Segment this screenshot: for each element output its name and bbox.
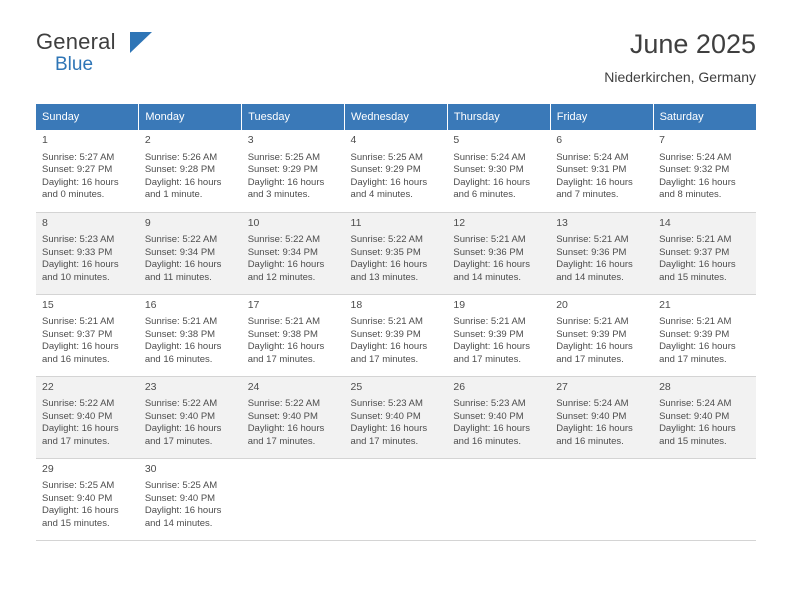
calendar-day-cell[interactable] [550, 212, 653, 294]
day-detail-line: Sunset: 9:34 PM [247, 246, 318, 258]
day-detail-line: Sunrise: 5:22 AM [144, 234, 218, 246]
day-detail-line: Sunrise: 5:22 AM [350, 234, 423, 246]
calendar-week-row [36, 458, 756, 540]
day-detail-line: Sunrise: 5:22 AM [247, 234, 321, 246]
day-detail-line: Sunrise: 5:24 AM [453, 151, 526, 163]
calendar-day-cell[interactable] [345, 376, 448, 458]
day-detail-line: Sunset: 9:40 PM [659, 410, 730, 422]
day-detail-line: Daylight: 16 hours [42, 176, 119, 188]
day-number: 18 [350, 298, 363, 311]
day-detail-line: Sunrise: 5:25 AM [350, 151, 423, 163]
day-detail-line: Sunset: 9:39 PM [453, 328, 524, 340]
day-detail-line: Sunrise: 5:21 AM [350, 316, 423, 328]
day-detail-line: Sunrise: 5:23 AM [453, 398, 526, 410]
calendar-day-cell[interactable] [550, 130, 653, 212]
day-detail-line: and 17 minutes. [659, 353, 727, 365]
day-detail-line: Sunrise: 5:23 AM [350, 398, 423, 410]
day-detail-line: and 17 minutes. [350, 435, 419, 447]
day-detail-line: Daylight: 16 hours [350, 176, 428, 188]
day-detail-line: Sunset: 9:29 PM [247, 164, 318, 176]
day-detail-line: Sunrise: 5:24 AM [659, 151, 732, 163]
day-detail-line: and 3 minutes. [247, 189, 311, 201]
calendar-day-cell[interactable] [139, 294, 242, 376]
calendar-week-row [36, 212, 756, 294]
day-detail-line: and 14 minutes. [556, 271, 624, 283]
day-detail-line: and 17 minutes. [556, 353, 624, 365]
day-detail-line: Sunset: 9:39 PM [556, 328, 627, 340]
day-detail-line: Sunset: 9:38 PM [144, 328, 216, 340]
day-number: 23 [144, 380, 157, 393]
day-detail-line: Sunset: 9:40 PM [247, 410, 318, 422]
page-title: June 2025 [629, 29, 756, 59]
calendar-day-cell[interactable] [139, 376, 242, 458]
day-detail-line: Sunrise: 5:21 AM [556, 234, 629, 246]
day-detail-line: Sunset: 9:40 PM [144, 410, 216, 422]
calendar-day-cell[interactable] [345, 294, 448, 376]
weekday-header-monday: Monday [139, 104, 242, 130]
day-detail-line: and 16 minutes. [144, 353, 213, 365]
calendar-body [36, 130, 756, 540]
day-detail-line: Daylight: 16 hours [247, 176, 325, 188]
day-detail-line: and 16 minutes. [453, 435, 521, 447]
day-detail-line: Daylight: 16 hours [247, 259, 325, 271]
day-detail-line: and 16 minutes. [556, 435, 624, 447]
calendar-day-cell[interactable] [653, 294, 756, 376]
day-number: 30 [144, 462, 157, 475]
day-detail-line: and 4 minutes. [350, 189, 413, 201]
day-detail-line: Sunset: 9:40 PM [42, 410, 113, 422]
calendar-day-cell[interactable] [242, 130, 345, 212]
day-detail-line: Daylight: 16 hours [144, 341, 222, 353]
day-number: 29 [42, 462, 54, 475]
day-detail-line: Sunrise: 5:24 AM [556, 151, 629, 163]
calendar-day-cell[interactable] [36, 376, 139, 458]
weekday-header-thursday: Thursday [447, 104, 550, 130]
calendar-day-cell[interactable] [447, 376, 550, 458]
day-detail-line: and 17 minutes. [42, 435, 110, 447]
day-detail-line: Sunrise: 5:23 AM [42, 234, 115, 246]
day-detail-line: Daylight: 16 hours [42, 259, 119, 271]
day-detail-line: Sunrise: 5:21 AM [453, 316, 526, 328]
day-detail-line: Sunrise: 5:22 AM [144, 398, 218, 410]
day-detail-line: Daylight: 16 hours [247, 423, 325, 435]
day-detail-line: Sunrise: 5:21 AM [144, 316, 218, 328]
calendar-day-cell[interactable] [345, 212, 448, 294]
day-detail-line: Sunset: 9:39 PM [350, 328, 421, 340]
day-detail-line: Sunrise: 5:22 AM [42, 398, 115, 410]
day-number: 21 [659, 298, 671, 311]
day-detail-line: Sunset: 9:37 PM [42, 328, 113, 340]
day-detail-line: Sunset: 9:40 PM [42, 492, 113, 504]
day-detail-line: Sunrise: 5:27 AM [42, 151, 115, 163]
day-detail-line: Sunset: 9:29 PM [350, 164, 421, 176]
day-number: 9 [144, 216, 151, 229]
day-detail-line: and 11 minutes. [144, 271, 212, 283]
day-detail-line: Daylight: 16 hours [556, 176, 633, 188]
day-detail-line: Daylight: 16 hours [42, 341, 119, 353]
day-detail-line: Daylight: 16 hours [144, 176, 222, 188]
day-detail-line: Sunset: 9:35 PM [350, 246, 421, 258]
day-detail-line: Daylight: 16 hours [556, 341, 633, 353]
day-number: 15 [42, 298, 54, 311]
day-detail-line: Sunset: 9:39 PM [659, 328, 730, 340]
day-detail-line: Daylight: 16 hours [556, 259, 633, 271]
calendar-day-cell[interactable] [242, 212, 345, 294]
day-detail-line: Sunset: 9:28 PM [144, 164, 216, 176]
day-detail-line: Sunset: 9:40 PM [144, 492, 216, 504]
day-detail-line: Sunrise: 5:22 AM [247, 398, 321, 410]
page-subtitle: Niederkirchen, Germany [604, 69, 756, 85]
calendar-day-cell[interactable] [550, 376, 653, 458]
weekday-row [36, 104, 756, 130]
triangle-flag-icon [130, 32, 152, 53]
weekday-header-wednesday: Wednesday [345, 104, 448, 130]
day-number: 10 [247, 216, 260, 229]
calendar-day-cell[interactable] [36, 130, 139, 212]
day-detail-line: Daylight: 16 hours [556, 423, 633, 435]
day-detail-line: Daylight: 16 hours [659, 259, 736, 271]
day-detail-line: and 17 minutes. [144, 435, 213, 447]
day-detail-line: and 17 minutes. [453, 353, 521, 365]
day-number: 22 [42, 380, 54, 393]
day-detail-line: Sunrise: 5:24 AM [659, 398, 732, 410]
day-detail-line: Sunset: 9:33 PM [42, 246, 113, 258]
day-detail-line: Daylight: 16 hours [453, 176, 530, 188]
calendar-day-cell[interactable] [653, 376, 756, 458]
day-detail-line: and 10 minutes. [42, 271, 110, 283]
title-block [604, 28, 756, 86]
day-detail-line: Daylight: 16 hours [350, 341, 428, 353]
day-detail-line: and 7 minutes. [556, 189, 619, 201]
calendar-day-cell[interactable] [242, 376, 345, 458]
day-number: 3 [247, 134, 254, 146]
day-number: 28 [659, 380, 671, 393]
day-detail-line: Sunset: 9:40 PM [453, 410, 524, 422]
day-detail-line: Sunset: 9:34 PM [144, 246, 216, 258]
day-detail-line: Daylight: 16 hours [144, 505, 222, 517]
day-number: 25 [350, 380, 363, 393]
calendar-cell-empty [653, 458, 756, 540]
day-detail-line: and 17 minutes. [247, 353, 316, 365]
day-number: 5 [453, 134, 460, 146]
weekday-header-sunday: Sunday [36, 104, 139, 130]
day-detail-line: Daylight: 16 hours [453, 259, 530, 271]
day-number: 7 [659, 134, 665, 146]
calendar-cell-empty [447, 458, 550, 540]
calendar-day-cell[interactable] [447, 294, 550, 376]
day-detail-line: Sunrise: 5:21 AM [247, 316, 321, 328]
calendar-day-cell[interactable] [139, 130, 242, 212]
day-detail-line: Sunrise: 5:25 AM [42, 480, 115, 492]
calendar-day-cell[interactable] [242, 294, 345, 376]
day-detail-line: Daylight: 16 hours [247, 341, 325, 353]
day-detail-line: and 15 minutes. [42, 517, 110, 529]
day-detail-line: Daylight: 16 hours [144, 259, 222, 271]
calendar-day-cell[interactable] [139, 212, 242, 294]
calendar-cell-empty [550, 458, 653, 540]
day-detail-line: Sunrise: 5:21 AM [42, 316, 115, 328]
day-number: 13 [556, 216, 568, 229]
day-number: 11 [350, 216, 362, 229]
day-detail-line: and 17 minutes. [350, 353, 419, 365]
day-number: 12 [453, 216, 466, 229]
logo[interactable] [36, 30, 216, 82]
day-detail-line: and 14 minutes. [453, 271, 521, 283]
day-detail-line: Sunrise: 5:21 AM [659, 316, 732, 328]
page-header [0, 0, 792, 100]
day-number: 24 [247, 380, 260, 393]
day-number: 2 [144, 134, 151, 146]
day-detail-line: and 12 minutes. [247, 271, 316, 283]
day-number: 17 [247, 298, 260, 311]
day-detail-line: Sunrise: 5:21 AM [453, 234, 526, 246]
day-number: 20 [556, 298, 568, 311]
logo-primary-text: General [36, 29, 116, 54]
day-detail-line: and 17 minutes. [247, 435, 316, 447]
calendar-day-cell[interactable] [36, 458, 139, 540]
day-detail-line: Daylight: 16 hours [350, 259, 428, 271]
day-detail-line: Sunset: 9:27 PM [42, 164, 113, 176]
weekday-header-tuesday: Tuesday [242, 104, 345, 130]
day-detail-line: Daylight: 16 hours [453, 341, 530, 353]
day-detail-line: and 15 minutes. [659, 271, 727, 283]
calendar-week-row [36, 376, 756, 458]
day-number: 6 [556, 134, 563, 146]
day-detail-line: Sunrise: 5:26 AM [144, 151, 218, 163]
day-detail-line: and 13 minutes. [350, 271, 419, 283]
day-detail-line: Sunset: 9:37 PM [659, 246, 730, 258]
day-number: 19 [453, 298, 466, 311]
logo-secondary-text: Blue [55, 54, 94, 75]
day-detail-line: Sunset: 9:40 PM [350, 410, 421, 422]
day-detail-line: Sunset: 9:31 PM [556, 164, 627, 176]
day-detail-line: and 1 minute. [144, 189, 203, 201]
day-detail-line: Sunrise: 5:21 AM [556, 316, 629, 328]
day-number: 4 [350, 134, 357, 146]
day-detail-line: and 15 minutes. [659, 435, 727, 447]
day-detail-line: Sunset: 9:36 PM [453, 246, 524, 258]
day-detail-line: Daylight: 16 hours [42, 423, 119, 435]
day-detail-line: Daylight: 16 hours [42, 505, 119, 517]
weekday-header-saturday: Saturday [653, 104, 756, 130]
day-detail-line: Sunset: 9:40 PM [556, 410, 627, 422]
calendar-day-cell[interactable] [345, 130, 448, 212]
day-detail-line: Daylight: 16 hours [659, 341, 736, 353]
day-detail-line: and 8 minutes. [659, 189, 722, 201]
calendar-week-row [36, 130, 756, 212]
calendar-day-cell[interactable] [447, 212, 550, 294]
day-number: 16 [144, 298, 157, 311]
day-number: 8 [42, 216, 48, 229]
day-detail-line: and 14 minutes. [144, 517, 213, 529]
calendar-day-cell[interactable] [36, 294, 139, 376]
day-detail-line: Sunrise: 5:21 AM [659, 234, 732, 246]
calendar-day-cell[interactable] [139, 458, 242, 540]
day-detail-line: Sunset: 9:38 PM [247, 328, 318, 340]
calendar-day-cell[interactable] [653, 130, 756, 212]
calendar-cell-empty [242, 458, 345, 540]
day-number: 14 [659, 216, 671, 229]
calendar-week-row [36, 294, 756, 376]
weekday-header-friday: Friday [550, 104, 653, 130]
day-number: 27 [556, 380, 568, 393]
day-number: 26 [453, 380, 466, 393]
day-detail-line: Daylight: 16 hours [144, 423, 222, 435]
day-detail-line: and 6 minutes. [453, 189, 516, 201]
calendar-day-cell[interactable] [36, 212, 139, 294]
day-number: 1 [42, 134, 48, 146]
day-detail-line: Sunset: 9:32 PM [659, 164, 730, 176]
day-detail-line: Daylight: 16 hours [453, 423, 530, 435]
day-detail-line: Daylight: 16 hours [659, 176, 736, 188]
calendar-cell-empty [345, 458, 448, 540]
day-detail-line: and 16 minutes. [42, 353, 110, 365]
calendar-day-cell[interactable] [447, 130, 550, 212]
day-detail-line: Sunrise: 5:24 AM [556, 398, 629, 410]
day-detail-line: and 0 minutes. [42, 189, 105, 201]
day-detail-line: Sunrise: 5:25 AM [144, 480, 218, 492]
day-detail-line: Sunset: 9:36 PM [556, 246, 627, 258]
calendar-day-cell[interactable] [653, 212, 756, 294]
day-detail-line: Daylight: 16 hours [659, 423, 736, 435]
day-detail-line: Sunrise: 5:25 AM [247, 151, 321, 163]
day-detail-line: Daylight: 16 hours [350, 423, 428, 435]
calendar-day-cell[interactable] [550, 294, 653, 376]
calendar-table [36, 104, 756, 541]
calendar-header-row [36, 104, 756, 130]
day-detail-line: Sunset: 9:30 PM [453, 164, 524, 176]
